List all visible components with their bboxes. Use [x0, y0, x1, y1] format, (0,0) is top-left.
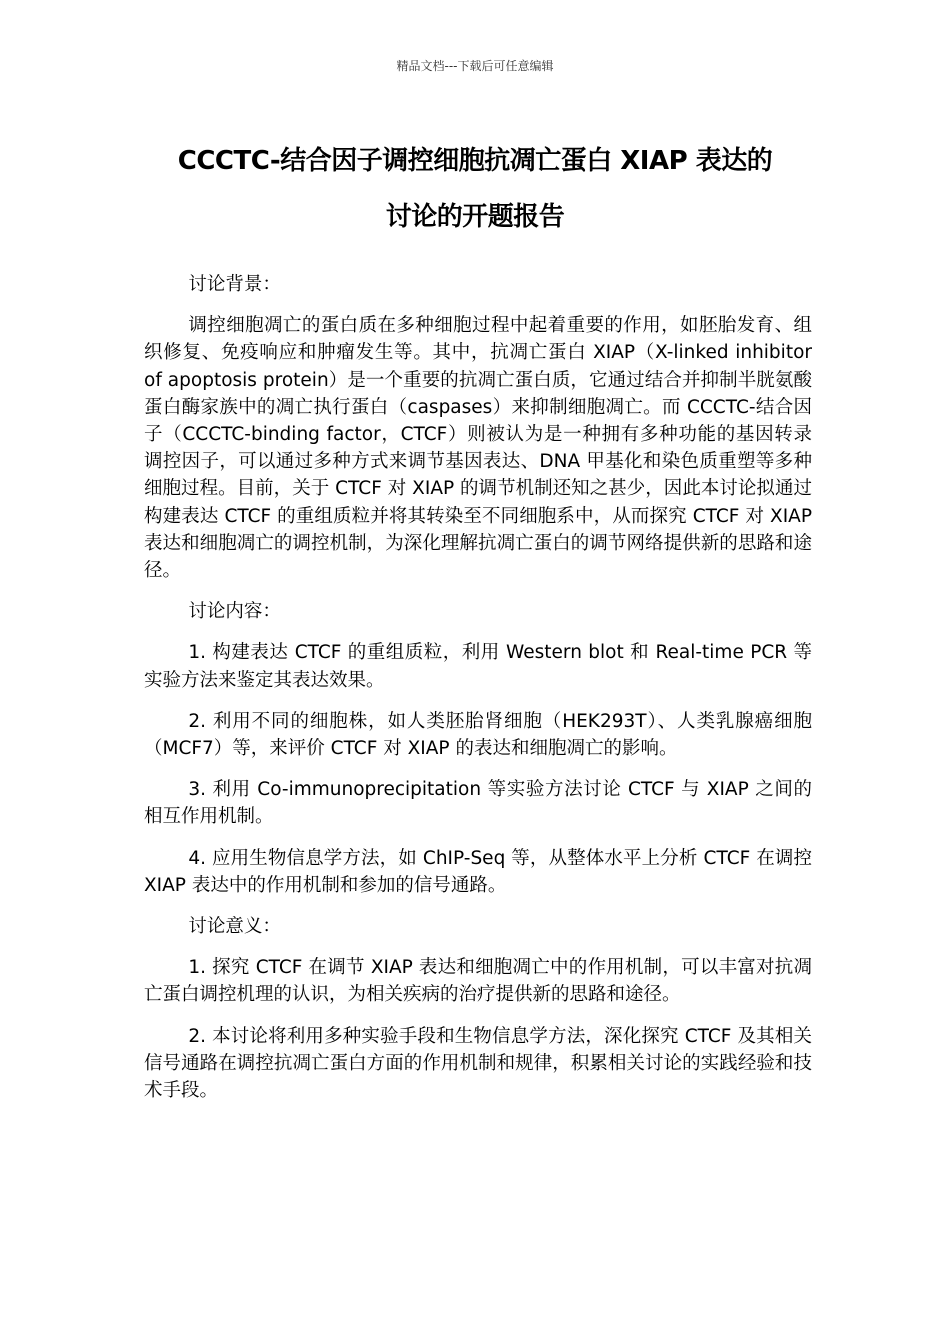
significance-item-2: 2. 本讨论将利用多种实验手段和生物信息学方法，深化探究 CTCF 及其相关信号通路在调控抗凋亡蛋白方面的作用机制和规律，积累相关讨论的实践经验和技术手段。 — [144, 1025, 812, 1102]
content-heading: 讨论内容： — [188, 601, 281, 623]
significance-item-1: 1. 探究 CTCF 在调节 XIAP 表达和细胞凋亡中的作用机制，可以丰富对抗凋亡蛋白调控机理的认识，为相关疾病的治疗提供新的思路和途径。 — [144, 957, 812, 1006]
content-item-4: 4. 应用生物信息学方法，如 ChIP-Seq 等，从整体水平上分析 CTCF 在调控 XIAP 表达中的作用机制和参加的信号通路。 — [144, 847, 812, 896]
content-item-3: 3. 利用 Co-immunoprecipitation 等实验方法讨论 CTCF 与 XIAP 之间的相互作用机制。 — [144, 779, 812, 828]
significance-heading: 讨论意义： — [188, 916, 281, 938]
title-line-2: 讨论的开题报告 — [385, 202, 565, 232]
background-heading: 讨论背景： — [188, 274, 281, 295]
title-line-1: CCCTC-结合因子调控细胞抗凋亡蛋白 XIAP 表达的 — [177, 146, 773, 176]
content-item-1: 1. 构建表达 CTCF 的重组质粒，利用 Western blot 和 Real-time PCR 等实验方法来鉴定其表达效果。 — [144, 642, 812, 691]
content-item-2: 2. 利用不同的细胞株，如人类胚胎肾细胞（HEK293T）、人类乳腺癌细胞（MCF7）等，来评价 CTCF 对 XIAP 的表达和细胞凋亡的影响。 — [144, 710, 812, 760]
document-body — [144, 271, 812, 1118]
document-title — [145, 133, 805, 245]
background-paragraph: 调控细胞凋亡的蛋白质在多种细胞过程中起着重要的作用，如胚胎发育、组织修复、免疫响应和肿瘤发生等。其中，抗凋亡蛋白 XIAP（X-linked inhibitor of apoptosis protein）是一个重要的抗凋亡蛋白质，它通过结合并抑制半胱氨酸蛋白酶家族中的凋亡执行蛋白（caspases）来抑制细胞凋亡。而 CCCTC-结合因子（CCCTC-binding factor，CTCF）则被认为是一种拥有多种功能的基因转录调控因子，可以通过多种方式来调节基因表达、DNA 甲基化和染色质重塑等多种细胞过程。目前，关于 CTCF 对 XIAP 的调节机制还知之甚少，因此本讨论拟通过构建表达 CTCF 的重组质粒并将其转染至不同细胞系中，从而探究 CTCF 对 XIAP 表达和细胞凋亡的调控机制，为深化理解抗凋亡蛋白的调节网络提供新的思路和途径。 — [144, 315, 812, 582]
header-note: 精品文档---下载后可任意编辑 — [396, 59, 554, 73]
